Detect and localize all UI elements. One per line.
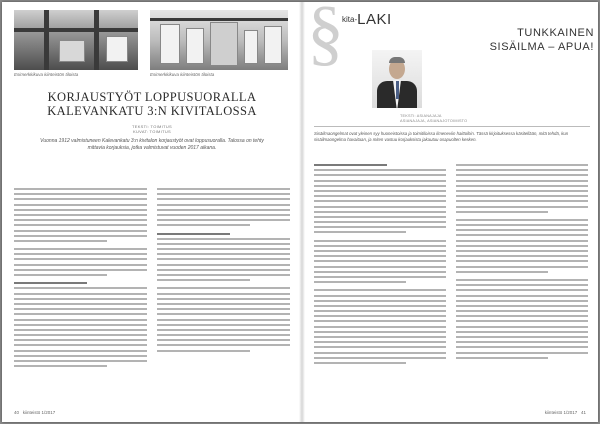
page-number: 41 xyxy=(580,410,586,415)
column-name-prefix: kita- xyxy=(342,15,358,24)
text-column xyxy=(314,164,446,367)
magazine-issue: kiinteistö 1/2017 xyxy=(544,410,578,415)
byline-photos: KUVAT: TOIMITUS xyxy=(133,129,171,134)
article-body-right xyxy=(314,164,588,367)
author-credit xyxy=(400,114,590,124)
article-lead: Vuonna 1912 valmistuneen Kalevankatu 3:n kivitalon korjaustyöt ovat loppusuoralla. Talossa on tehty mittavia korjauksia, jotka valmistuvat vuoden 2017 aikana. xyxy=(40,138,264,151)
column-name-main: LAKI xyxy=(357,11,392,28)
title-line: SISÄILMA – APUA! xyxy=(489,41,594,53)
photo-interior-2 xyxy=(150,10,288,70)
text-column xyxy=(14,188,147,370)
text-column xyxy=(456,164,588,367)
author-portrait xyxy=(372,50,422,108)
author-title: ASIANAJAJA, ASIANAJOTOIMISTO xyxy=(400,119,468,123)
text-column xyxy=(157,188,290,370)
article-title xyxy=(448,26,594,54)
photo-caption: Esimerkkikuva kiinteistön tiloista xyxy=(14,72,79,77)
headline-line: KALEVANKATU 3:N KIVITALOSSA xyxy=(47,104,257,118)
byline xyxy=(12,124,292,134)
title-line: TUNKKAINEN xyxy=(517,27,594,39)
right-page xyxy=(304,2,598,422)
magazine-spread xyxy=(2,2,598,422)
column-name xyxy=(342,12,392,28)
photo-caption: Esimerkkikuva kiinteistön tiloista xyxy=(150,72,215,77)
divider xyxy=(314,126,590,127)
article-body-left xyxy=(14,188,290,370)
left-page xyxy=(2,2,300,422)
page-number: 40 xyxy=(14,410,20,415)
page-folio xyxy=(14,410,55,415)
byline-text: TEKSTI: TOIMITUS xyxy=(132,124,172,129)
magazine-issue: kiinteistö 1/2017 xyxy=(22,410,56,415)
section-sign-icon: § xyxy=(307,0,344,74)
author-name: TEKSTI: ASIANAJAJA xyxy=(400,114,442,118)
article-intro: Sisäilmaongelmat ovat yleinen syy huoneistoissa ja toimitiloissa ilmeneviin haittoihin. Tässä kirjoituksessa käsitellään, mitä tehdä, kun sisäilmaongelma havaitaan, ja miten vastuu korjauksista jakautuu osapuolten kesken. xyxy=(314,131,569,142)
photo-interior-1 xyxy=(14,10,138,70)
page-folio xyxy=(545,410,586,415)
headline-line: KORJAUSTYÖT LOPPUSUORALLA xyxy=(47,90,257,104)
article-headline xyxy=(12,90,292,118)
